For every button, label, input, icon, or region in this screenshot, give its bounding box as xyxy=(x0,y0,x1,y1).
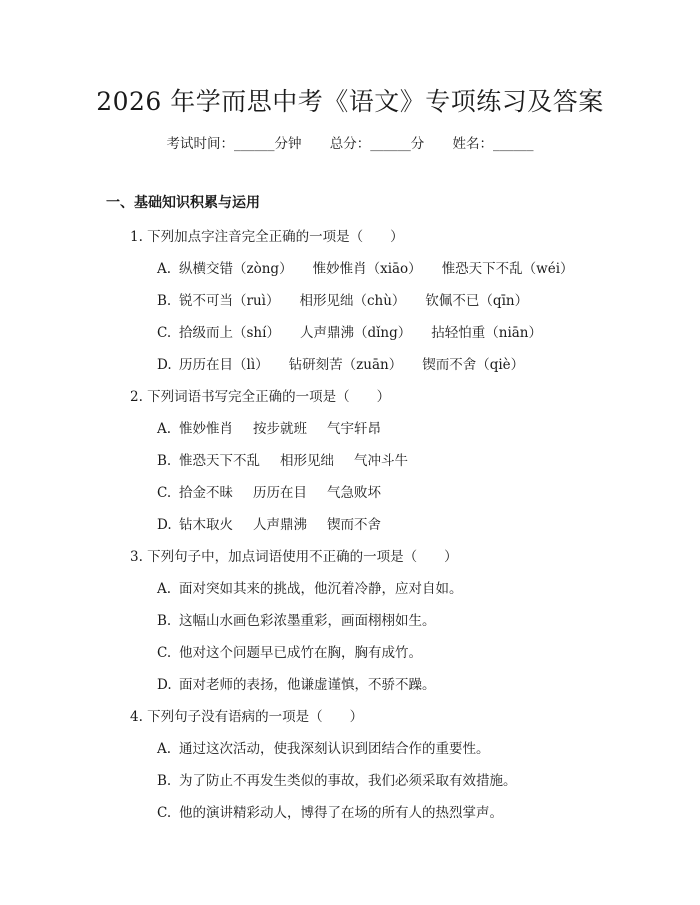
option-text: 惟妙惟肖（xiāo） xyxy=(312,261,422,277)
option-letter: B. xyxy=(157,293,172,309)
option-text: 通过这次活动，使我深刻认识到团结合作的重要性。 xyxy=(179,741,490,757)
option-text: 钻木取火 xyxy=(179,517,233,533)
question-option xyxy=(0,253,700,285)
question-option xyxy=(0,477,700,509)
option-letter: C. xyxy=(157,485,172,501)
question-stem: 1. 下列加点字注音完全正确的一项是（ ） xyxy=(130,229,404,245)
student-name: 姓名：______ xyxy=(452,136,534,152)
option-text: 人声鼎沸 xyxy=(253,517,307,533)
exam-score: 总分：______分 xyxy=(329,136,425,152)
option-text: 这幅山水画色彩浓墨重彩，画面栩栩如生。 xyxy=(179,613,436,629)
option-text: 锲而不舍 xyxy=(327,517,381,533)
option-letter: B. xyxy=(157,613,172,629)
option-text: 纵横交错（zòng） xyxy=(179,261,293,277)
question-option xyxy=(0,413,700,445)
question-option xyxy=(0,733,700,765)
option-letter: A. xyxy=(157,421,172,437)
question-option xyxy=(0,509,700,541)
option-text: 惟恐天下不乱（wéi） xyxy=(441,261,574,277)
option-text: 锲而不舍（qiè） xyxy=(422,357,525,373)
option-text: 锐不可当（ruì） xyxy=(179,293,280,309)
question-stem: 4. 下列句子没有语病的一项是（ ） xyxy=(130,709,364,725)
exam-meta xyxy=(0,132,700,152)
option-text: 他对这个问题早已成竹在胸，胸有成竹。 xyxy=(179,645,422,661)
question-option xyxy=(0,573,700,605)
option-letter: D. xyxy=(157,357,172,373)
option-text: 历历在目（lì） xyxy=(179,357,269,373)
option-letter: C. xyxy=(157,805,172,821)
option-text: 钻研刻苦（zuān） xyxy=(288,357,403,373)
option-letter: B. xyxy=(157,453,172,469)
option-text: 历历在目 xyxy=(253,485,307,501)
option-text: 气冲斗牛 xyxy=(354,453,408,469)
exam-time: 考试时间：______分钟 xyxy=(166,136,302,152)
question-list xyxy=(0,221,700,829)
option-text: 为了防止不再发生类似的事故，我们必须采取有效措施。 xyxy=(179,773,517,789)
question-stem: 2. 下列词语书写完全正确的一项是（ ） xyxy=(130,389,391,405)
option-text: 相形见绌（chù） xyxy=(299,293,406,309)
option-text: 气宇轩昂 xyxy=(327,421,381,437)
option-letter: D. xyxy=(157,677,172,693)
option-letter: A. xyxy=(157,741,172,757)
option-text: 惟恐天下不乱 xyxy=(179,453,260,469)
question-option xyxy=(0,285,700,317)
question-option xyxy=(0,317,700,349)
option-text: 他的演讲精彩动人，博得了在场的所有人的热烈掌声。 xyxy=(179,805,503,821)
option-text: 拾金不昧 xyxy=(179,485,233,501)
option-text: 相形见绌 xyxy=(280,453,334,469)
question-stem: 3. 下列句子中，加点词语使用不正确的一项是（ ） xyxy=(130,549,458,565)
question-option xyxy=(0,637,700,669)
question-option xyxy=(0,349,700,381)
option-text: 面对老师的表扬，他谦虚谨慎，不骄不躁。 xyxy=(179,677,436,693)
section-title: 一、基础知识积累与运用 xyxy=(106,195,260,211)
option-letter: A. xyxy=(157,581,172,597)
page-title: 2026 年学而思中考《语文》专项练习及答案 xyxy=(96,87,604,116)
option-letter: D. xyxy=(157,517,172,533)
option-text: 钦佩不已（qīn） xyxy=(425,293,529,309)
question-option xyxy=(0,797,700,829)
option-text: 拈轻怕重（niān） xyxy=(431,325,543,341)
option-text: 人声鼎沸（dǐng） xyxy=(299,325,412,341)
question-option xyxy=(0,605,700,637)
question-option xyxy=(0,765,700,797)
option-text: 按步就班 xyxy=(253,421,307,437)
option-letter: C. xyxy=(157,325,172,341)
option-text: 惟妙惟肖 xyxy=(179,421,233,437)
question-option xyxy=(0,669,700,701)
option-letter: C. xyxy=(157,645,172,661)
option-text: 气急败坏 xyxy=(327,485,381,501)
question-option xyxy=(0,445,700,477)
option-text: 面对突如其来的挑战，他沉着冷静，应对自如。 xyxy=(179,581,463,597)
option-letter: B. xyxy=(157,773,172,789)
option-text: 拾级而上（shí） xyxy=(179,325,280,341)
option-letter: A. xyxy=(157,261,172,277)
